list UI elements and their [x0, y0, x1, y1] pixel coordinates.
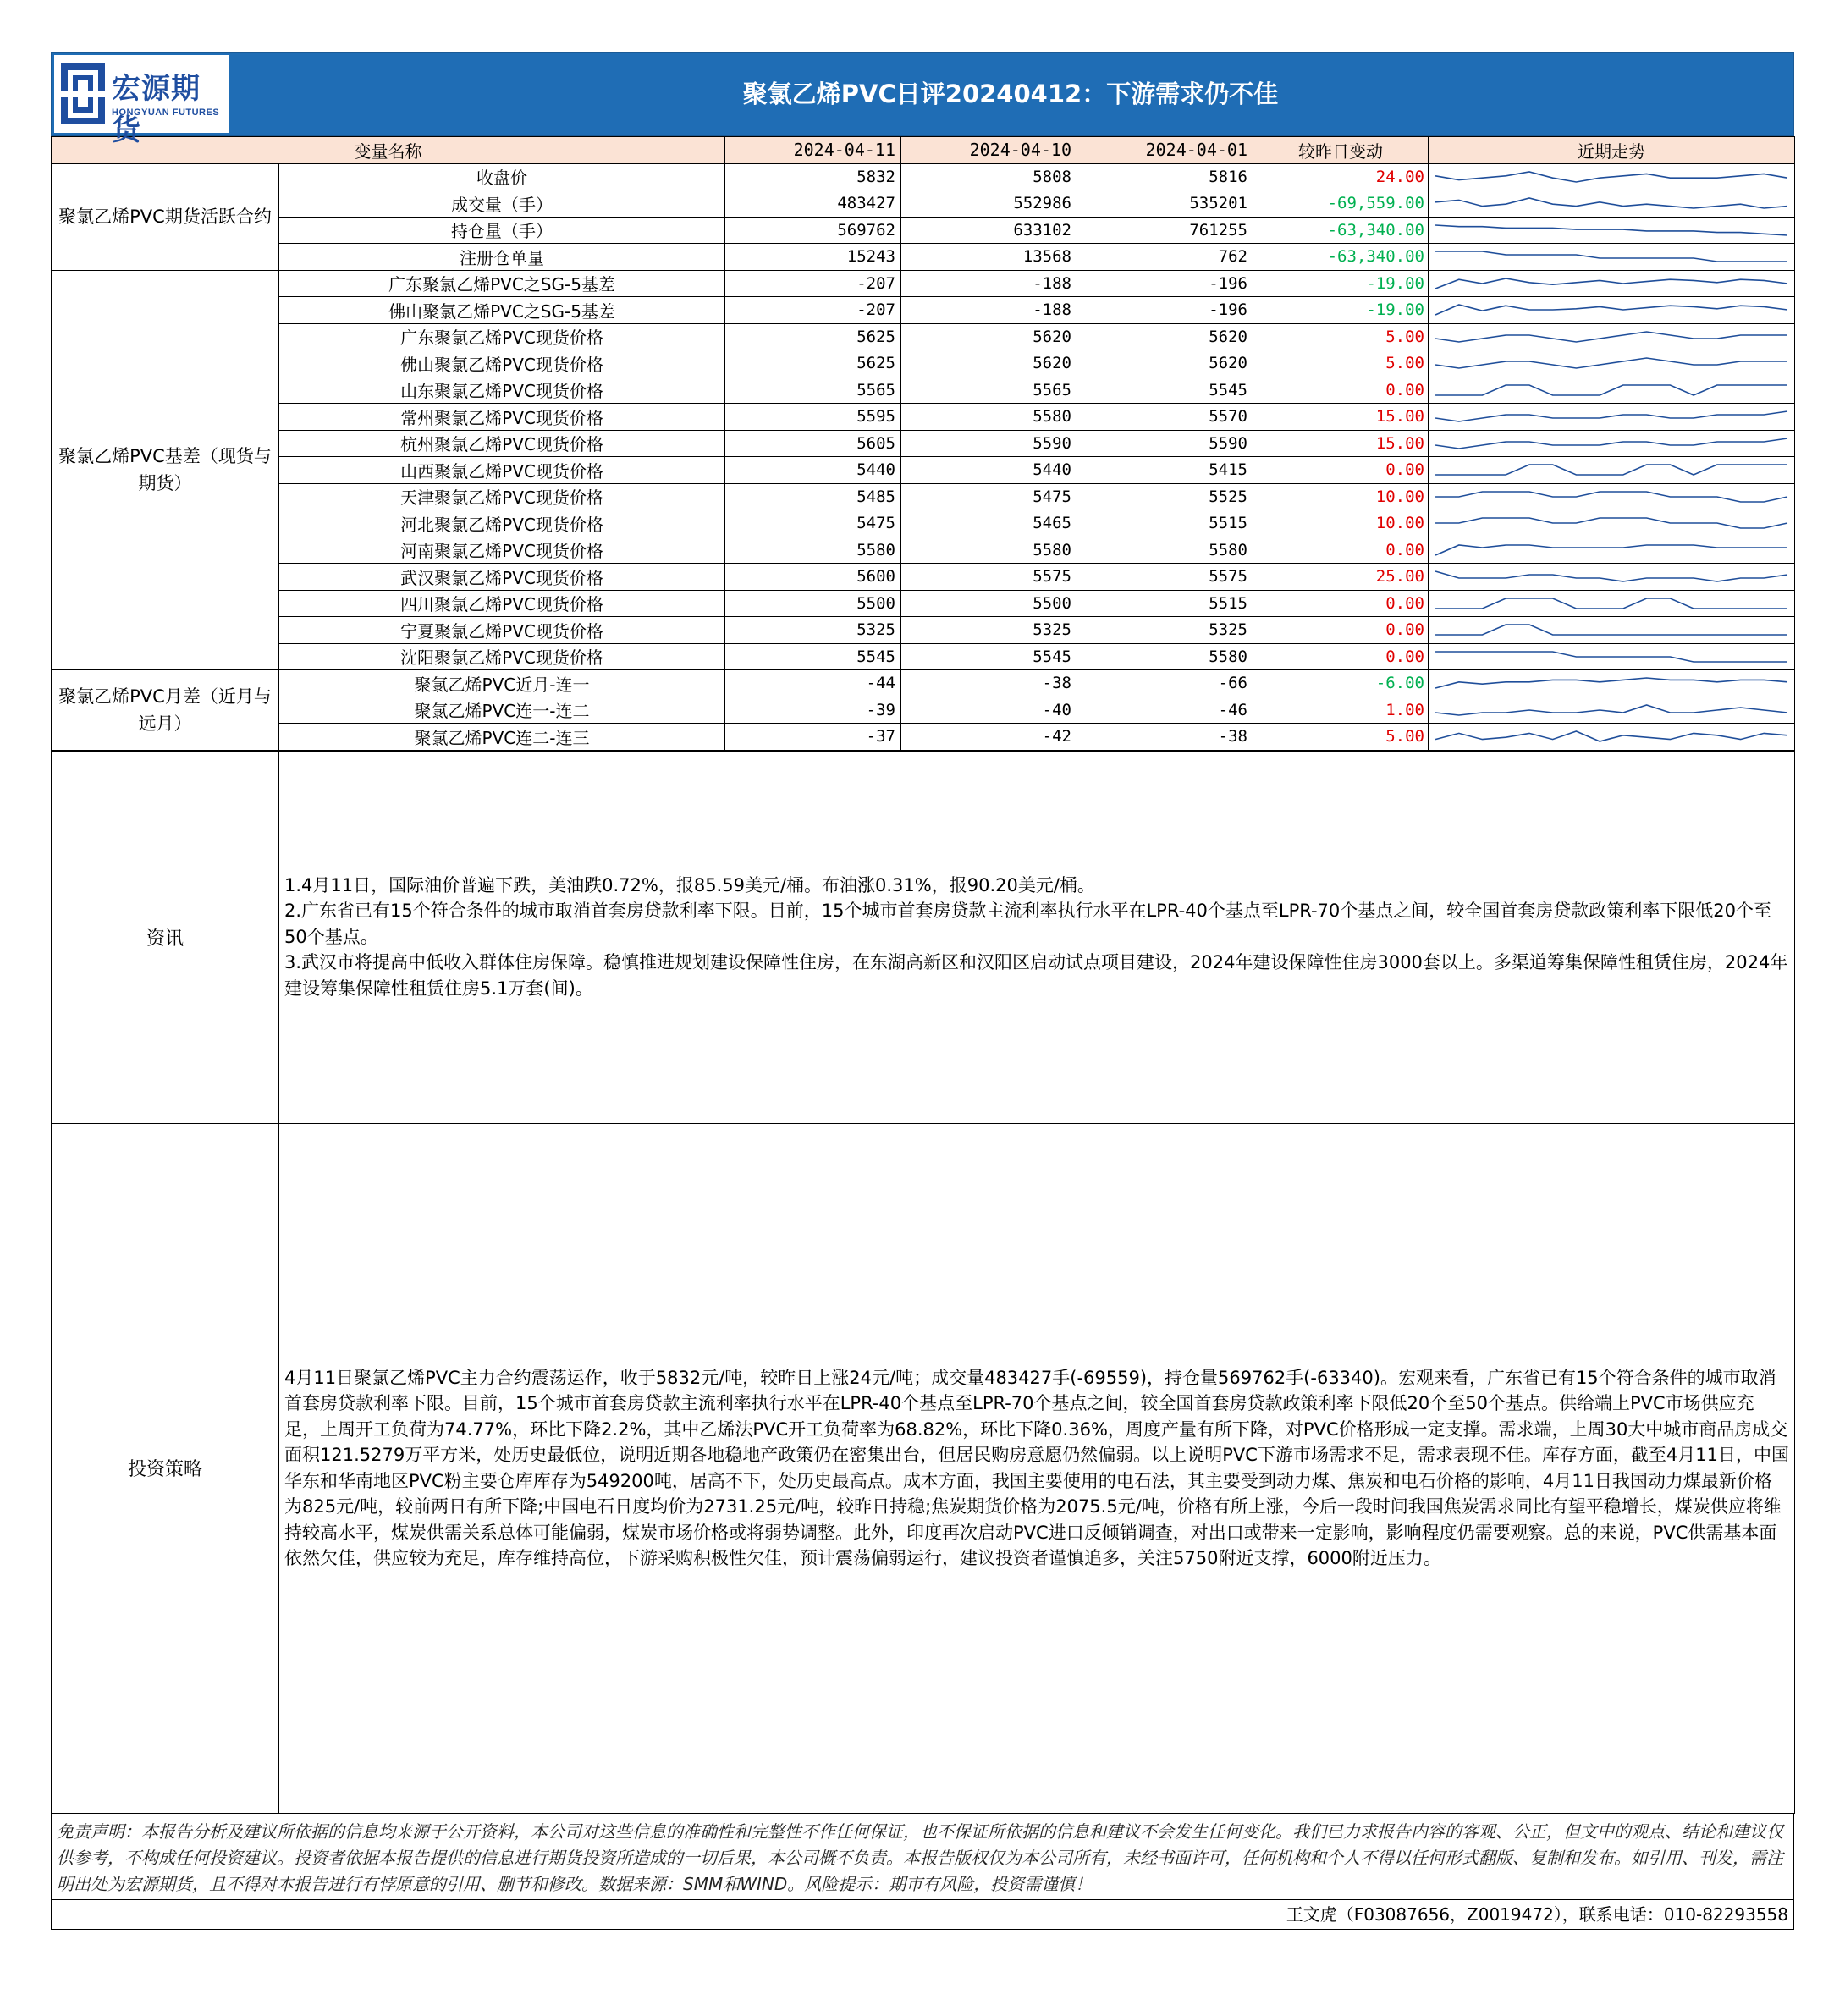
strategy-row — [52, 1123, 1795, 1813]
news-row — [52, 751, 1795, 1123]
table-row — [52, 670, 1795, 697]
value-2024-04-01: 5325 — [1077, 617, 1253, 644]
group-label: 聚氯乙烯PVC基差（现货与期货） — [52, 270, 279, 670]
sparkline-line — [1435, 385, 1787, 395]
value-2024-04-10: 5565 — [901, 377, 1077, 404]
value-2024-04-01: 5570 — [1077, 404, 1253, 431]
report-title: 聚氯乙烯PVC日评20240412：下游需求仍不佳 — [742, 80, 1279, 108]
value-2024-04-10: -38 — [901, 670, 1077, 697]
value-2024-04-11: -207 — [725, 270, 901, 297]
value-2024-04-11: 5440 — [725, 457, 901, 484]
variable-name: 山东聚氯乙烯PVC现货价格 — [279, 377, 725, 404]
value-2024-04-11: 5325 — [725, 617, 901, 644]
trend-sparkline — [1429, 537, 1795, 564]
value-2024-04-11: 5545 — [725, 643, 901, 670]
change-value: 5.00 — [1253, 724, 1429, 751]
sparkline-line — [1435, 625, 1787, 635]
table-row — [52, 430, 1795, 457]
sparkline-line — [1435, 278, 1787, 289]
value-2024-04-01: 5580 — [1077, 643, 1253, 670]
value-2024-04-10: 552986 — [901, 190, 1077, 218]
sparkline-chart — [1432, 298, 1791, 322]
change-value: -6.00 — [1253, 670, 1429, 697]
variable-name: 杭州聚氯乙烯PVC现货价格 — [279, 430, 725, 457]
sparkline-line — [1435, 705, 1787, 715]
news-label: 资讯 — [52, 751, 279, 1123]
report — [51, 52, 1794, 1930]
value-2024-04-10: 5500 — [901, 590, 1077, 617]
value-2024-04-01: -46 — [1077, 697, 1253, 724]
value-2024-04-01: 5620 — [1077, 350, 1253, 377]
sparkline-chart — [1432, 592, 1791, 615]
table-row — [52, 217, 1795, 244]
logo-text-cn: 宏源期货 — [112, 72, 201, 147]
variable-name: 佛山聚氯乙烯PVC现货价格 — [279, 350, 725, 377]
data-table — [51, 136, 1795, 751]
variable-name: 注册仓单量 — [279, 244, 725, 271]
disclaimer: 免责声明：本报告分析及建议所依据的信息均来源于公开资料，本公司对这些信息的准确性和完整性不作任何保证，也不保证所依据的信息和建议不会发生任何变化。我们已力求报告内容的客观、公正，但文中的观点、结论和建议仅供参考，不构成任何投资建议。投资者依据本报告提供的信息进行期货投资所造成的一切后果，本公司概不负责。本报告版权仅为本公司所有，未经书面许可，任何机构和个人不得以任何形式翻版、复制和发布。如引用、刊发，需注明出处为宏源期货，且不得对本报告进行有悖原意的引用、删节和修改。数据来源：SMM和WIND。风险提示：期市有风险，投资需谨慎！ — [51, 1814, 1794, 1900]
change-value: -63,340.00 — [1253, 217, 1429, 244]
sparkline-chart — [1432, 538, 1791, 562]
sparkline-line — [1435, 251, 1787, 262]
trend-sparkline — [1429, 244, 1795, 271]
change-value: -19.00 — [1253, 297, 1429, 324]
trend-sparkline — [1429, 643, 1795, 670]
table-row — [52, 643, 1795, 670]
value-2024-04-11: 5625 — [725, 323, 901, 350]
sparkline-line — [1435, 438, 1787, 449]
column-header-date-1: 2024-04-11 — [725, 137, 901, 164]
sparkline-line — [1435, 358, 1787, 368]
trend-sparkline — [1429, 697, 1795, 724]
trend-sparkline — [1429, 297, 1795, 324]
table-row — [52, 590, 1795, 617]
report-header — [51, 52, 1794, 147]
value-2024-04-11: 5600 — [725, 564, 901, 591]
trend-sparkline — [1429, 323, 1795, 350]
sparkline-chart — [1432, 245, 1791, 268]
variable-name: 广东聚氯乙烯PVC之SG-5基差 — [279, 270, 725, 297]
sparkline-chart — [1432, 698, 1791, 722]
trend-sparkline — [1429, 270, 1795, 297]
variable-name: 河南聚氯乙烯PVC现货价格 — [279, 537, 725, 564]
value-2024-04-10: 5545 — [901, 643, 1077, 670]
variable-name: 天津聚氯乙烯PVC现货价格 — [279, 483, 725, 510]
change-value: 0.00 — [1253, 590, 1429, 617]
value-2024-04-10: 5620 — [901, 323, 1077, 350]
value-2024-04-11: 15243 — [725, 244, 901, 271]
change-value: 0.00 — [1253, 617, 1429, 644]
sparkline-line — [1435, 225, 1787, 235]
table-row — [52, 510, 1795, 537]
value-2024-04-01: 535201 — [1077, 190, 1253, 218]
value-2024-04-01: 5580 — [1077, 537, 1253, 564]
news-item-2: 2.广东省已有15个符合条件的城市取消首套房贷款利率下限。目前，15个城市首套房贷款主流利率执行水平在LPR-40个基点至LPR-70个基点之间，较全国首套房贷款政策利率下限低20个至50个基点。 — [284, 901, 1772, 947]
value-2024-04-11: 5580 — [725, 537, 901, 564]
value-2024-04-10: 633102 — [901, 217, 1077, 244]
change-value: 15.00 — [1253, 430, 1429, 457]
trend-sparkline — [1429, 377, 1795, 404]
value-2024-04-11: 569762 — [725, 217, 901, 244]
value-2024-04-10: -188 — [901, 297, 1077, 324]
value-2024-04-10: 5620 — [901, 350, 1077, 377]
strategy-text: 4月11日聚氯乙烯PVC主力合约震荡运作，收于5832元/吨，较昨日上涨24元/吨；成交量483427手(-69559)，持仓量569762手(-63340)。宏观来看，广东省已有15个符合条件的城市取消首套房贷款利率下限。目前，15个城市首套房贷款主流利率执行水平在LPR-40个基点至LPR-70个基点之间，较全国首套房贷款政策利率下限低20个至50个基点。供给端上PVC市场供应充足，上周开工负荷为74.77%，环比下降2.2%，其中乙烯法PVC开工负荷率为68.82%，环比下降0.36%，周度产量有所下降，对PVC价格形成一定支撑。需求端，上周30大中城市商品房成交面积121.5279万平方米，处历史最低位，说明近期各地稳地产政策仍在密集出台，但居民购房意愿仍然偏弱。以上说明PVC下游市场需求不足，需求表现不佳。库存方面，截至4月11日，中国华东和华南地区PVC粉主要仓库库存为549200吨，居高不下，处历史最高点。成本方面，我国主要使用的电石法，其主要受到动力煤、焦炭和电石价格的影响，4月11日我国动力煤最新价格为825元/吨，较前两日有所下降;中国电石日度均价为2731.25元/吨，较昨日持稳;焦炭期货价格为2075.5元/吨，价格有所上涨，今后一段时间我国焦炭需求同比有望平稳增长，煤炭供应将维持较高水平，煤炭供需关系总体可能偏弱，煤炭市场价格或将弱势调整。此外，印度再次启动PVC进口反倾销调查，对出口或带来一定影响，影响程度仍需要观察。总的来说，PVC供需基本面依然欠佳，供应较为充足，库存维持高位，下游采购积极性欠佳，预计震荡偏弱运行，建议投资者谨慎追多，关注5750附近支撑，6000附近压力。 — [284, 1367, 1789, 1568]
strategy-label: 投资策略 — [52, 1123, 279, 1813]
sparkline-chart — [1432, 218, 1791, 242]
value-2024-04-01: -196 — [1077, 297, 1253, 324]
strategy-content — [279, 1123, 1795, 1813]
value-2024-04-11: -44 — [725, 670, 901, 697]
sparkline-chart — [1432, 485, 1791, 509]
column-header-trend: 近期走势 — [1429, 137, 1795, 164]
table-row — [52, 537, 1795, 564]
value-2024-04-01: 5525 — [1077, 483, 1253, 510]
table-row — [52, 483, 1795, 510]
table-row — [52, 377, 1795, 404]
sparkline-chart — [1432, 432, 1791, 455]
table-row — [52, 564, 1795, 591]
sparkline-chart — [1432, 618, 1791, 642]
sparkline-chart — [1432, 191, 1791, 215]
sparkline-line — [1435, 518, 1787, 528]
value-2024-04-01: 5590 — [1077, 430, 1253, 457]
change-value: -63,340.00 — [1253, 244, 1429, 271]
variable-name: 佛山聚氯乙烯PVC之SG-5基差 — [279, 297, 725, 324]
variable-name: 宁夏聚氯乙烯PVC现货价格 — [279, 617, 725, 644]
sparkline-chart — [1432, 724, 1791, 748]
value-2024-04-11: 5605 — [725, 430, 901, 457]
table-row — [52, 163, 1795, 190]
value-2024-04-01: -196 — [1077, 270, 1253, 297]
table-row — [52, 697, 1795, 724]
table-row — [52, 190, 1795, 218]
table-row — [52, 404, 1795, 431]
value-2024-04-10: 5440 — [901, 457, 1077, 484]
trend-sparkline — [1429, 190, 1795, 218]
variable-name: 沈阳聚氯乙烯PVC现货价格 — [279, 643, 725, 670]
variable-name: 持仓量（手） — [279, 217, 725, 244]
column-header-date-3: 2024-04-01 — [1077, 137, 1253, 164]
sparkline-line — [1435, 731, 1787, 741]
variable-name: 成交量（手） — [279, 190, 725, 218]
value-2024-04-01: 5515 — [1077, 510, 1253, 537]
news-content — [279, 751, 1795, 1123]
value-2024-04-01: 762 — [1077, 244, 1253, 271]
variable-name: 武汉聚氯乙烯PVC现货价格 — [279, 564, 725, 591]
sparkline-chart — [1432, 458, 1791, 482]
change-value: 10.00 — [1253, 483, 1429, 510]
sparkline-chart — [1432, 165, 1791, 189]
table-row — [52, 724, 1795, 751]
sparkline-line — [1435, 198, 1787, 208]
value-2024-04-01: 5816 — [1077, 163, 1253, 190]
value-2024-04-11: -39 — [725, 697, 901, 724]
value-2024-04-01: 5545 — [1077, 377, 1253, 404]
table-row — [52, 350, 1795, 377]
value-2024-04-01: -38 — [1077, 724, 1253, 751]
sparkline-chart — [1432, 405, 1791, 428]
trend-sparkline — [1429, 483, 1795, 510]
value-2024-04-10: 5475 — [901, 483, 1077, 510]
table-row — [52, 617, 1795, 644]
sparkline-line — [1435, 652, 1787, 662]
logo-mark-icon — [61, 63, 105, 124]
sparkline-chart — [1432, 325, 1791, 349]
value-2024-04-10: 5325 — [901, 617, 1077, 644]
value-2024-04-01: 5575 — [1077, 564, 1253, 591]
value-2024-04-11: 5832 — [725, 163, 901, 190]
trend-sparkline — [1429, 617, 1795, 644]
value-2024-04-10: 5580 — [901, 404, 1077, 431]
sparkline-line — [1435, 598, 1787, 609]
variable-name: 聚氯乙烯PVC连一-连二 — [279, 697, 725, 724]
sparkline-chart — [1432, 351, 1791, 375]
value-2024-04-01: 5515 — [1077, 590, 1253, 617]
variable-name: 四川聚氯乙烯PVC现货价格 — [279, 590, 725, 617]
change-value: 0.00 — [1253, 643, 1429, 670]
value-2024-04-11: 5485 — [725, 483, 901, 510]
group-label: 聚氯乙烯PVC月差（近月与远月） — [52, 670, 279, 751]
value-2024-04-11: 5595 — [725, 404, 901, 431]
logo-text-en: HONGYUAN FUTURES — [112, 107, 220, 118]
sparkline-chart — [1432, 671, 1791, 695]
sparkline-line — [1435, 305, 1787, 315]
variable-name: 河北聚氯乙烯PVC现货价格 — [279, 510, 725, 537]
change-value: 10.00 — [1253, 510, 1429, 537]
sparkline-line — [1435, 411, 1787, 421]
change-value: -69,559.00 — [1253, 190, 1429, 218]
value-2024-04-10: 5575 — [901, 564, 1077, 591]
sparkline-line — [1435, 332, 1787, 342]
value-2024-04-11: 483427 — [725, 190, 901, 218]
sparkline-line — [1435, 678, 1787, 688]
table-body — [52, 163, 1795, 750]
trend-sparkline — [1429, 404, 1795, 431]
variable-name: 聚氯乙烯PVC近月-连一 — [279, 670, 725, 697]
variable-name: 广东聚氯乙烯PVC现货价格 — [279, 323, 725, 350]
trend-sparkline — [1429, 670, 1795, 697]
column-header-date-2: 2024-04-10 — [901, 137, 1077, 164]
sparkline-chart — [1432, 645, 1791, 669]
column-header-variable: 变量名称 — [52, 137, 725, 164]
trend-sparkline — [1429, 430, 1795, 457]
column-header-change: 较昨日变动 — [1253, 137, 1429, 164]
table-row — [52, 297, 1795, 324]
change-value: 5.00 — [1253, 350, 1429, 377]
text-table — [51, 751, 1795, 1814]
table-row — [52, 323, 1795, 350]
change-value: 24.00 — [1253, 163, 1429, 190]
value-2024-04-01: 5415 — [1077, 457, 1253, 484]
variable-name: 聚氯乙烯PVC连二-连三 — [279, 724, 725, 751]
trend-sparkline — [1429, 564, 1795, 591]
value-2024-04-01: -66 — [1077, 670, 1253, 697]
value-2024-04-11: -207 — [725, 297, 901, 324]
value-2024-04-11: 5625 — [725, 350, 901, 377]
value-2024-04-01: 761255 — [1077, 217, 1253, 244]
change-value: 0.00 — [1253, 537, 1429, 564]
value-2024-04-10: 5465 — [901, 510, 1077, 537]
value-2024-04-11: -37 — [725, 724, 901, 751]
value-2024-04-11: 5565 — [725, 377, 901, 404]
sparkline-line — [1435, 465, 1787, 475]
change-value: 0.00 — [1253, 457, 1429, 484]
variable-name: 收盘价 — [279, 163, 725, 190]
value-2024-04-11: 5500 — [725, 590, 901, 617]
sparkline-chart — [1432, 565, 1791, 588]
trend-sparkline — [1429, 350, 1795, 377]
sparkline-line — [1435, 571, 1787, 581]
table-row — [52, 457, 1795, 484]
sparkline-chart — [1432, 272, 1791, 295]
value-2024-04-10: 13568 — [901, 244, 1077, 271]
value-2024-04-10: -42 — [901, 724, 1077, 751]
value-2024-04-10: 5808 — [901, 163, 1077, 190]
value-2024-04-10: 5590 — [901, 430, 1077, 457]
trend-sparkline — [1429, 724, 1795, 751]
change-value: 1.00 — [1253, 697, 1429, 724]
variable-name: 常州聚氯乙烯PVC现货价格 — [279, 404, 725, 431]
table-header-row — [52, 137, 1795, 164]
sparkline-line — [1435, 545, 1787, 555]
value-2024-04-01: 5620 — [1077, 323, 1253, 350]
sparkline-chart — [1432, 378, 1791, 402]
news-item-1: 1.4月11日，国际油价普遍下跌，美油跌0.72%，报85.59美元/桶。布油涨0.31%，报90.20美元/桶。 — [284, 874, 1095, 895]
table-row — [52, 244, 1795, 271]
trend-sparkline — [1429, 217, 1795, 244]
news-item-3: 3.武汉市将提高中低收入群体住房保障。稳慎推进规划建设保障性住房，在东湖高新区和汉阳区启动试点项目建设，2024年建设保障性住房3000套以上。多渠道筹集保障性租赁住房，2024年建设筹集保障性租赁住房5.1万套(间)。 — [284, 952, 1788, 999]
sparkline-line — [1435, 172, 1787, 182]
value-2024-04-10: 5580 — [901, 537, 1077, 564]
value-2024-04-10: -40 — [901, 697, 1077, 724]
change-value: 25.00 — [1253, 564, 1429, 591]
value-2024-04-11: 5475 — [725, 510, 901, 537]
trend-sparkline — [1429, 163, 1795, 190]
group-label: 聚氯乙烯PVC期货活跃合约 — [52, 163, 279, 270]
variable-name: 山西聚氯乙烯PVC现货价格 — [279, 457, 725, 484]
sparkline-chart — [1432, 511, 1791, 535]
change-value: 0.00 — [1253, 377, 1429, 404]
change-value: 5.00 — [1253, 323, 1429, 350]
table-row — [52, 270, 1795, 297]
company-logo — [54, 55, 229, 147]
trend-sparkline — [1429, 590, 1795, 617]
trend-sparkline — [1429, 457, 1795, 484]
value-2024-04-10: -188 — [901, 270, 1077, 297]
contact-info: 王文虎（F03087656，Z0019472），联系电话：010-82293558 — [51, 1900, 1794, 1930]
change-value: -19.00 — [1253, 270, 1429, 297]
trend-sparkline — [1429, 510, 1795, 537]
sparkline-line — [1435, 492, 1787, 502]
change-value: 15.00 — [1253, 404, 1429, 431]
